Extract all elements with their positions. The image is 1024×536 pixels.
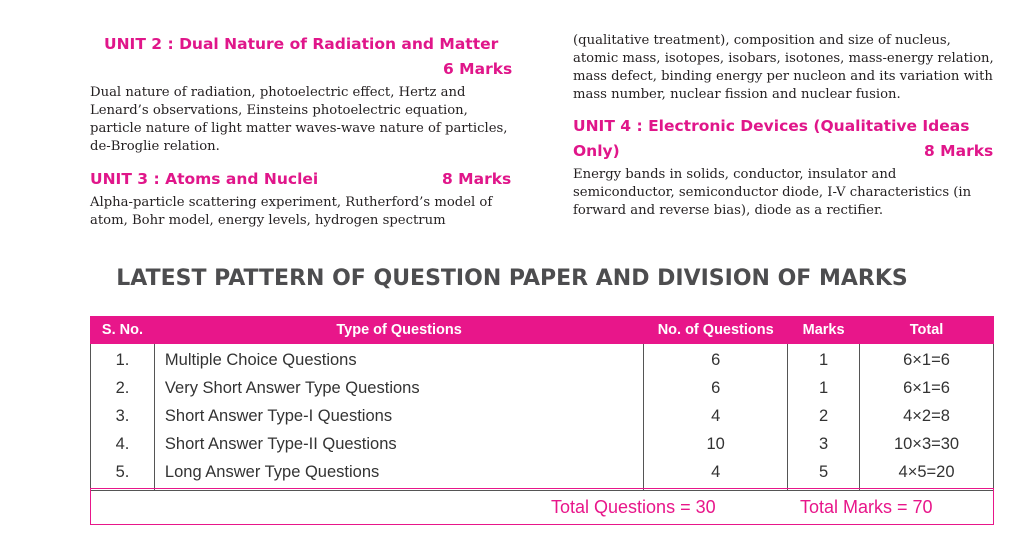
table-row: [91, 344, 994, 375]
unit2-description: [90, 84, 508, 156]
cell-sno: 2.: [91, 374, 155, 402]
cell-no-questions: 10: [644, 430, 788, 458]
unit2-line: Lenard’s observations, Einsteins photoelectric equation,: [90, 103, 468, 118]
total-marks: Total Marks = 70: [800, 497, 933, 517]
unit4-line: Energy bands in solids, conductor, insulator and: [573, 167, 897, 182]
cell-total: 6×1=6: [860, 344, 994, 375]
cell-marks: 1: [788, 374, 860, 402]
cell-no-questions: 4: [644, 458, 788, 491]
unit2-line: Dual nature of radiation, photoelectric effect, Hertz and: [90, 85, 466, 100]
table-row: [91, 430, 994, 458]
cell-marks: 5: [788, 458, 860, 491]
header-total: Total: [860, 317, 994, 344]
unit4-marks: 8 Marks: [924, 142, 994, 160]
unit4-line: forward and reverse bias), diode as a rectifier.: [573, 203, 884, 218]
cell-type: Multiple Choice Questions: [154, 344, 643, 375]
unit3-line: atom, Bohr model, energy levels, hydrogen spectrum: [90, 213, 446, 228]
unit2-line: de-Broglie relation.: [90, 139, 220, 154]
table-row: [91, 374, 994, 402]
unit3-continued-line: mass number, nuclear fission and nuclear fusion.: [573, 87, 901, 102]
cell-marks: 2: [788, 402, 860, 430]
unit2-marks: 6 Marks: [443, 60, 513, 78]
unit3-continued-line: mass defect, binding energy per nucleon and its variation with: [573, 69, 993, 84]
cell-marks: 1: [788, 344, 860, 375]
cell-total: 4×5=20: [860, 458, 994, 491]
cell-marks: 3: [788, 430, 860, 458]
unit3-line: Alpha-particle scattering experiment, Rutherford’s model of: [90, 195, 493, 210]
cell-type: Short Answer Type-I Questions: [154, 402, 643, 430]
cell-total: 10×3=30: [860, 430, 994, 458]
unit3-continued-description: [573, 32, 994, 104]
unit3-description: [90, 194, 492, 230]
header-sno: S. No.: [91, 317, 155, 344]
unit3-title: UNIT 3 : Atoms and Nuclei: [90, 170, 319, 188]
unit3-continued-line: atomic mass, isotopes, isobars, isotones, mass-energy relation,: [573, 51, 994, 66]
cell-sno: 4.: [91, 430, 155, 458]
cell-sno: 5.: [91, 458, 155, 491]
cell-total: 6×1=6: [860, 374, 994, 402]
cell-sno: 3.: [91, 402, 155, 430]
cell-total: 4×2=8: [860, 402, 994, 430]
unit2-title: UNIT 2 : Dual Nature of Radiation and Matter: [104, 35, 499, 53]
table-row: [91, 458, 994, 491]
total-questions: Total Questions = 30: [551, 497, 716, 517]
cell-no-questions: 4: [644, 402, 788, 430]
cell-type: Short Answer Type-II Questions: [154, 430, 643, 458]
table-header-row: [91, 317, 994, 344]
unit2-line: particle nature of light matter waves-wave nature of particles,: [90, 121, 508, 136]
header-no-questions: No. of Questions: [644, 317, 788, 344]
cell-no-questions: 6: [644, 374, 788, 402]
header-marks: Marks: [788, 317, 860, 344]
table-row: [91, 402, 994, 430]
section-heading: LATEST PATTERN OF QUESTION PAPER AND DIVISION OF MARKS: [116, 266, 908, 291]
totals-footer: [90, 488, 994, 525]
unit4-title-line2: Only): [573, 142, 620, 160]
unit4-line: semiconductor, semiconductor diode, I-V characteristics (in: [573, 185, 972, 200]
unit4-description: [573, 166, 971, 220]
cell-type: Very Short Answer Type Questions: [154, 374, 643, 402]
cell-type: Long Answer Type Questions: [154, 458, 643, 491]
header-type: Type of Questions: [154, 317, 643, 344]
cell-sno: 1.: [91, 344, 155, 375]
question-pattern-table: [90, 316, 994, 491]
unit4-title: UNIT 4 : Electronic Devices (Qualitative Ideas: [573, 117, 970, 135]
unit3-marks: 8 Marks: [442, 170, 512, 188]
cell-no-questions: 6: [644, 344, 788, 375]
unit3-continued-line: (qualitative treatment), composition and size of nucleus,: [573, 33, 951, 48]
